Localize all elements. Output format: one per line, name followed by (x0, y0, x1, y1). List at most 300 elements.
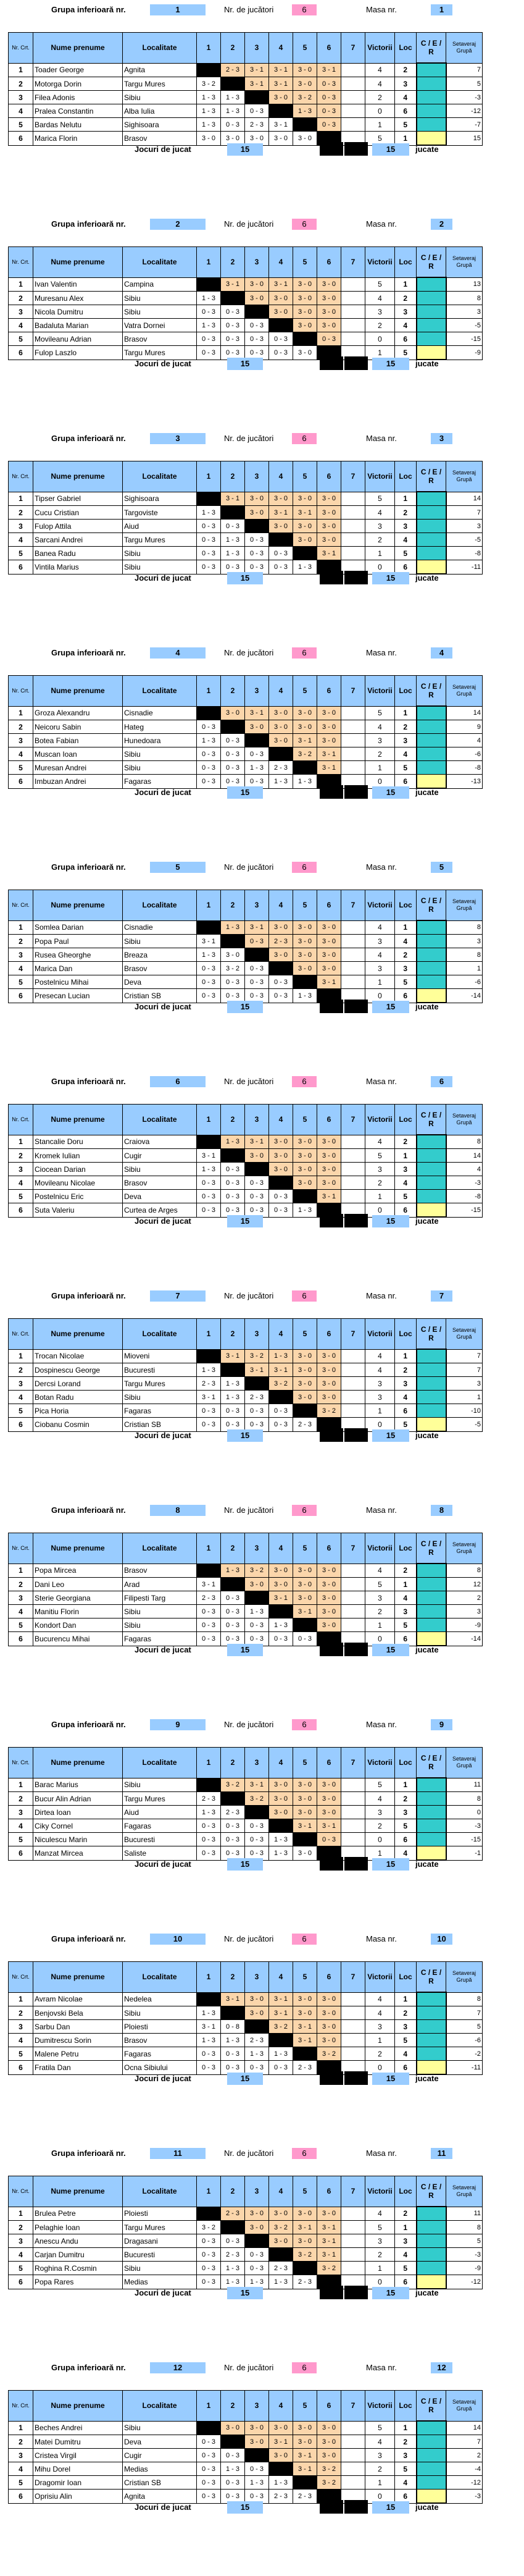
score-cell (341, 1176, 365, 1190)
col-3: 3 (245, 1319, 269, 1350)
col-3: 3 (245, 1748, 269, 1778)
diagonal-cell (245, 734, 269, 747)
player-city: Sibiu (123, 91, 197, 104)
score-cell: 3 - 0 (293, 132, 317, 146)
col-4: 4 (269, 1962, 293, 1993)
played-label: jucate (415, 2074, 439, 2083)
player-city: Cisnadie (123, 920, 197, 935)
col-4: 4 (269, 2176, 293, 2207)
player-nr: 3 (9, 520, 33, 533)
cer-cell (417, 920, 446, 935)
score-cell: 2 - 3 (269, 935, 293, 948)
group-table (8, 1318, 483, 1432)
col-diff: Setaveraj Grupă (446, 1533, 483, 1564)
col-place: Loc (395, 33, 417, 64)
set-diff-value: -11 (446, 2061, 483, 2075)
diagonal-cell (197, 920, 221, 935)
place-value: 1 (395, 132, 417, 146)
set-diff-value: 0 (446, 1806, 483, 1819)
score-cell: 2 - 3 (221, 63, 245, 77)
group-footer (8, 2501, 515, 2515)
score-cell: 3 - 0 (293, 1806, 317, 1819)
player-nr: 1 (9, 492, 33, 506)
col-2: 2 (221, 1319, 245, 1350)
cer-cell (417, 2262, 446, 2275)
score-cell: 3 - 0 (317, 1591, 341, 1605)
set-diff-value: -14 (446, 989, 483, 1003)
score-cell: 2 - 3 (197, 1792, 221, 1806)
wins-value: 0 (365, 2061, 395, 2075)
player-city: Sibiu (123, 1605, 197, 1618)
wins-value: 3 (365, 2234, 395, 2248)
score-cell: 0 - 3 (221, 332, 245, 346)
player-nr: 2 (9, 1363, 33, 1377)
score-cell: 0 - 3 (197, 1404, 221, 1418)
player-city: Hateg (123, 720, 197, 734)
score-cell: 3 - 1 (317, 1819, 341, 1833)
score-cell (341, 1377, 365, 1391)
set-diff-value: 8 (446, 2221, 483, 2234)
group-header (8, 860, 515, 875)
col-cer: C / E / R (417, 1748, 446, 1778)
set-diff-value: -10 (446, 1404, 483, 1418)
place-value: 3 (395, 1806, 417, 1819)
played-value: 15 (372, 1429, 409, 1442)
table-row (9, 292, 483, 305)
place-value: 2 (395, 1792, 417, 1806)
score-cell: 1 - 3 (221, 920, 245, 935)
place-value: 3 (395, 305, 417, 319)
score-cell: 3 - 2 (293, 91, 317, 104)
player-city: Cristian SB (123, 989, 197, 1003)
score-cell: 3 - 1 (317, 2248, 341, 2262)
group-footer (8, 1644, 515, 1657)
score-cell: 3 - 0 (293, 1992, 317, 2006)
player-nr: 6 (9, 1846, 33, 1861)
score-cell: 1 - 3 (197, 948, 221, 962)
col-city: Localitate (123, 1105, 197, 1135)
diagonal-cell (197, 1349, 221, 1363)
player-nr: 4 (9, 319, 33, 332)
player-nr: 5 (9, 2262, 33, 2275)
score-cell: 0 - 3 (269, 332, 293, 346)
score-cell: 3 - 0 (317, 1391, 341, 1404)
set-diff-value: -3 (446, 1176, 483, 1190)
score-cell: 3 - 0 (293, 1792, 317, 1806)
table-row (9, 1618, 483, 1632)
set-diff-value: 1 (446, 962, 483, 975)
player-nr: 2 (9, 935, 33, 948)
table-row (9, 2262, 483, 2275)
score-cell (341, 1135, 365, 1149)
played-value: 15 (372, 2287, 409, 2299)
col-place: Loc (395, 1748, 417, 1778)
player-nr: 2 (9, 77, 33, 91)
score-cell: 3 - 0 (293, 706, 317, 720)
col-wins: Victorii (365, 1962, 395, 1993)
cer-cell (417, 975, 446, 989)
group-title-label: Grupa inferioară nr. (51, 1934, 126, 1943)
group-table (8, 2176, 483, 2289)
set-diff-value: 11 (446, 1778, 483, 1792)
place-value: 6 (395, 989, 417, 1003)
score-cell: 1 - 3 (221, 1564, 245, 1578)
group-block (8, 431, 515, 641)
group-header (8, 1717, 515, 1732)
set-diff-value: 3 (446, 935, 483, 948)
score-cell: 0 - 3 (197, 2476, 221, 2490)
table-header-row (9, 1319, 483, 1350)
col-place: Loc (395, 1105, 417, 1135)
wins-value: 4 (365, 1349, 395, 1363)
col-6: 6 (317, 2391, 341, 2422)
score-cell: 3 - 0 (317, 1176, 341, 1190)
player-nr: 3 (9, 1163, 33, 1176)
col-name: Nume prenume (33, 247, 123, 278)
group-title-label: Grupa inferioară nr. (51, 1077, 126, 1086)
player-city: Hunedoara (123, 734, 197, 747)
table-row (9, 1149, 483, 1163)
place-value: 4 (395, 935, 417, 948)
place-value: 6 (395, 104, 417, 118)
group-footer (8, 572, 515, 586)
wins-value: 2 (365, 2248, 395, 2262)
cer-cell (417, 332, 446, 346)
score-cell: 3 - 1 (269, 63, 293, 77)
set-diff-value: 7 (446, 2006, 483, 2020)
diagonal-cell (245, 1377, 269, 1391)
player-name: Pica Horia (33, 1404, 123, 1418)
score-cell: 0 - 3 (197, 1203, 221, 1218)
score-cell: 1 - 3 (221, 2262, 245, 2275)
player-nr: 6 (9, 989, 33, 1003)
footer-black-block (344, 571, 368, 584)
score-cell: 3 - 0 (317, 948, 341, 962)
cer-cell (417, 1404, 446, 1418)
score-cell: 0 - 3 (221, 734, 245, 747)
set-diff-value: 3 (446, 305, 483, 319)
col-6: 6 (317, 1319, 341, 1350)
score-cell: 3 - 0 (269, 520, 293, 533)
col-5: 5 (293, 2176, 317, 2207)
player-name: Beches Andrei (33, 2421, 123, 2435)
games-to-play-label: Jocuri de jucat (135, 1216, 191, 1226)
group-block (8, 1289, 515, 1499)
player-name: Roghina R.Cosmin (33, 2262, 123, 2275)
player-name: Imbuzan Andrei (33, 775, 123, 789)
diagonal-cell (293, 118, 317, 132)
place-value: 4 (395, 91, 417, 104)
score-cell: 0 - 3 (317, 1833, 341, 1846)
place-value: 5 (395, 118, 417, 132)
set-diff-value: 8 (446, 1992, 483, 2006)
player-city: Bucuresti (123, 1833, 197, 1846)
players-count: 6 (292, 647, 317, 659)
group-header (8, 2, 515, 17)
score-cell (341, 1819, 365, 1833)
player-name: Sterie Georgiana (33, 1591, 123, 1605)
player-city: Craiova (123, 1135, 197, 1149)
score-cell: 3 - 2 (317, 2047, 341, 2061)
player-nr: 4 (9, 2462, 33, 2476)
score-cell: 3 - 0 (293, 948, 317, 962)
table-row (9, 1992, 483, 2006)
score-cell: 3 - 1 (269, 277, 293, 292)
score-cell (341, 2421, 365, 2435)
group-footer (8, 358, 515, 371)
wins-value: 4 (365, 720, 395, 734)
col-2: 2 (221, 2391, 245, 2422)
player-nr: 6 (9, 2275, 33, 2289)
player-city: Fagaras (123, 1632, 197, 1646)
wins-value: 1 (365, 118, 395, 132)
table-row (9, 2248, 483, 2262)
score-cell: 3 - 0 (293, 492, 317, 506)
group-table (8, 32, 483, 146)
cer-cell (417, 720, 446, 734)
cer-cell (417, 63, 446, 77)
diagonal-cell (197, 1992, 221, 2006)
player-name: Rusea Gheorghe (33, 948, 123, 962)
score-cell: 0 - 3 (197, 2435, 221, 2449)
score-cell: 0 - 3 (197, 520, 221, 533)
score-cell: 0 - 3 (245, 962, 269, 975)
player-name: Avram Nicolae (33, 1992, 123, 2006)
score-cell: 0 - 3 (269, 1632, 293, 1646)
place-value: 5 (395, 2462, 417, 2476)
diagonal-cell (197, 2421, 221, 2435)
player-name: Sarbu Dan (33, 2020, 123, 2034)
score-cell: 3 - 0 (317, 2435, 341, 2449)
score-cell: 1 - 3 (197, 506, 221, 520)
group-number: 5 (150, 862, 206, 873)
col-diff: Setaveraj Grupă (446, 33, 483, 64)
score-cell: 0 - 3 (221, 2061, 245, 2075)
player-nr: 4 (9, 2034, 33, 2047)
player-name: Fulop Laszlo (33, 346, 123, 360)
set-diff-value: -2 (446, 2047, 483, 2061)
score-cell: 3 - 0 (293, 1163, 317, 1176)
col-4: 4 (269, 2391, 293, 2422)
score-cell: 3 - 0 (293, 1176, 317, 1190)
player-name: Badaluta Marian (33, 319, 123, 332)
place-value: 5 (395, 975, 417, 989)
wins-value: 2 (365, 1605, 395, 1618)
score-cell: 0 - 3 (293, 1632, 317, 1646)
table-label: Masa nr. (366, 862, 397, 872)
score-cell: 3 - 1 (197, 1578, 221, 1591)
place-value: 3 (395, 1605, 417, 1618)
player-city: Aiud (123, 520, 197, 533)
set-diff-value: -13 (446, 775, 483, 789)
place-value: 3 (395, 2020, 417, 2034)
games-to-play-label: Jocuri de jucat (135, 2288, 191, 2297)
player-city: Sibiu (123, 1163, 197, 1176)
score-cell: 0 - 3 (245, 1819, 269, 1833)
cer-cell (417, 2221, 446, 2234)
player-nr: 2 (9, 720, 33, 734)
player-nr: 4 (9, 533, 33, 547)
cer-cell (417, 1363, 446, 1377)
wins-value: 1 (365, 1190, 395, 1203)
col-wins: Victorii (365, 461, 395, 492)
player-nr: 2 (9, 292, 33, 305)
place-value: 4 (395, 2047, 417, 2061)
score-cell: 1 - 3 (197, 2034, 221, 2047)
score-cell: 3 - 0 (317, 1778, 341, 1792)
score-cell: 3 - 0 (293, 533, 317, 547)
score-cell (341, 104, 365, 118)
score-cell: 0 - 3 (197, 2047, 221, 2061)
col-nr: Nr. Crt. (9, 1105, 33, 1135)
footer-black-block (320, 1428, 343, 1442)
score-cell: 0 - 3 (245, 560, 269, 575)
wins-value: 4 (365, 1363, 395, 1377)
diagonal-cell (197, 1564, 221, 1578)
place-value: 2 (395, 2435, 417, 2449)
score-cell: 1 - 3 (245, 2047, 269, 2061)
col-2: 2 (221, 676, 245, 707)
player-city: Brasov (123, 332, 197, 346)
diagonal-cell (245, 1163, 269, 1176)
score-cell: 3 - 1 (197, 2020, 221, 2034)
score-cell: 1 - 3 (269, 2275, 293, 2289)
player-city: Sibiu (123, 1391, 197, 1404)
group-table (8, 461, 483, 575)
col-city: Localitate (123, 890, 197, 921)
cer-cell (417, 2421, 446, 2435)
score-cell: 1 - 3 (293, 104, 317, 118)
diagonal-cell (245, 520, 269, 533)
wins-value: 2 (365, 1176, 395, 1190)
player-city: Sibiu (123, 560, 197, 575)
group-table (8, 1747, 483, 1861)
score-cell: 3 - 0 (317, 706, 341, 720)
player-nr: 6 (9, 1418, 33, 1432)
col-3: 3 (245, 33, 269, 64)
score-cell: 0 - 3 (221, 1176, 245, 1190)
diagonal-cell (245, 2234, 269, 2248)
score-cell: 0 - 3 (197, 2234, 221, 2248)
col-city: Localitate (123, 247, 197, 278)
score-cell: 3 - 0 (293, 1778, 317, 1792)
wins-value: 5 (365, 1149, 395, 1163)
place-value: 2 (395, 1564, 417, 1578)
players-count-label: Nr. de jucători (224, 434, 274, 443)
player-name: Muscan Ioan (33, 747, 123, 761)
played-value: 15 (372, 2073, 409, 2085)
score-cell: 0 - 3 (245, 1618, 269, 1632)
place-value: 1 (395, 1778, 417, 1792)
player-city: Nedelea (123, 1992, 197, 2006)
footer-black-block (344, 2500, 368, 2514)
set-diff-value: -4 (446, 2462, 483, 2476)
score-cell: 3 - 0 (293, 1591, 317, 1605)
table-row (9, 706, 483, 720)
games-to-play-label: Jocuri de jucat (135, 1002, 191, 1011)
score-cell: 3 - 2 (245, 1349, 269, 1363)
group-title-label: Grupa inferioară nr. (51, 648, 126, 657)
score-cell: 1 - 3 (269, 1833, 293, 1846)
score-cell: 0 - 3 (269, 547, 293, 560)
score-cell: 0 - 3 (245, 2248, 269, 2262)
score-cell: 3 - 0 (293, 2234, 317, 2248)
score-cell (341, 77, 365, 91)
score-cell: 1 - 3 (197, 292, 221, 305)
score-cell: 0 - 3 (197, 2462, 221, 2476)
score-cell: 0 - 3 (197, 1418, 221, 1432)
col-cer: C / E / R (417, 1105, 446, 1135)
wins-value: 3 (365, 305, 395, 319)
col-nr: Nr. Crt. (9, 461, 33, 492)
col-wins: Victorii (365, 1748, 395, 1778)
col-place: Loc (395, 461, 417, 492)
score-cell: 3 - 0 (317, 520, 341, 533)
table-number: 9 (431, 1719, 452, 1730)
place-value: 2 (395, 506, 417, 520)
col-name: Nume prenume (33, 461, 123, 492)
player-city: Cisnadie (123, 706, 197, 720)
col-7: 7 (341, 1748, 365, 1778)
games-to-play-value: 15 (227, 572, 263, 584)
score-cell (341, 1792, 365, 1806)
score-cell: 3 - 0 (317, 1377, 341, 1391)
player-city: Brasov (123, 132, 197, 146)
group-block (8, 2, 515, 213)
player-city: Fagaras (123, 1404, 197, 1418)
score-cell: 0 - 3 (245, 1418, 269, 1432)
set-diff-value: 2 (446, 1591, 483, 1605)
player-name: Suta Valeriu (33, 1203, 123, 1218)
col-name: Nume prenume (33, 676, 123, 707)
score-cell: 0 - 3 (221, 1190, 245, 1203)
cer-cell (417, 492, 446, 506)
diagonal-cell (221, 2006, 245, 2020)
player-city: Sibiu (123, 761, 197, 775)
diagonal-cell (293, 2262, 317, 2275)
col-2: 2 (221, 1533, 245, 1564)
player-nr: 1 (9, 63, 33, 77)
wins-value: 1 (365, 761, 395, 775)
player-nr: 3 (9, 2234, 33, 2248)
diagonal-cell (197, 2207, 221, 2221)
table-row (9, 948, 483, 962)
games-to-play-label: Jocuri de jucat (135, 1431, 191, 1440)
player-nr: 4 (9, 1176, 33, 1190)
player-name: Kromek Iulian (33, 1149, 123, 1163)
score-cell (341, 2006, 365, 2020)
set-diff-value: -5 (446, 1418, 483, 1432)
player-nr: 5 (9, 1190, 33, 1203)
wins-value: 2 (365, 1819, 395, 1833)
score-cell: 3 - 0 (293, 920, 317, 935)
cer-cell (417, 319, 446, 332)
table-row (9, 1190, 483, 1203)
group-title-label: Grupa inferioară nr. (51, 2363, 126, 2372)
table-header-row (9, 890, 483, 921)
player-city: Fagaras (123, 2047, 197, 2061)
place-value: 1 (395, 706, 417, 720)
score-cell: 0 - 3 (317, 91, 341, 104)
col-4: 4 (269, 461, 293, 492)
player-city: Medias (123, 2275, 197, 2289)
cer-cell (417, 1833, 446, 1846)
player-nr: 3 (9, 2020, 33, 2034)
place-value: 2 (395, 720, 417, 734)
player-name: Kondort Dan (33, 1618, 123, 1632)
col-4: 4 (269, 1533, 293, 1564)
wins-value: 2 (365, 91, 395, 104)
